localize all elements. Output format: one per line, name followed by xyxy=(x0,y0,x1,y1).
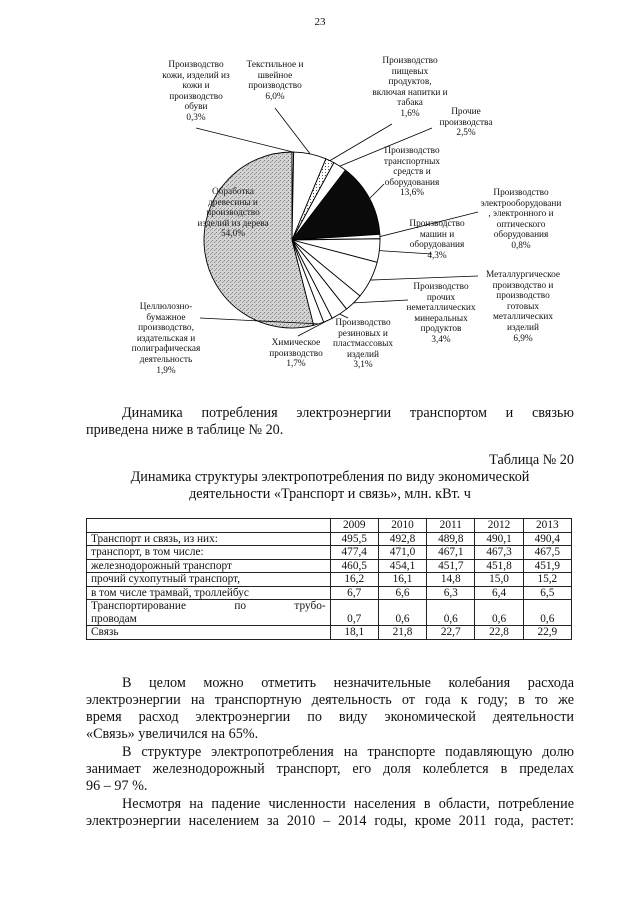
table-header-year: 2013 xyxy=(523,519,571,533)
paragraph-line: электроэнергии на транспортную деятельность от года к году; в то же xyxy=(86,692,574,708)
paragraph-line: «Связь» увеличился на 65%. xyxy=(86,726,259,742)
table-row xyxy=(87,559,572,573)
paragraph-line: 96 – 97 %. xyxy=(86,778,148,794)
row-name: железнодорожный транспорт xyxy=(87,559,331,573)
cell-value: 454,1 xyxy=(378,559,426,573)
table-row xyxy=(87,600,572,626)
cell-value: 6,3 xyxy=(427,586,475,600)
cell-value: 6,5 xyxy=(523,586,571,600)
cell-value: 21,8 xyxy=(378,626,426,640)
cell-value: 0,6 xyxy=(427,600,475,626)
table-row xyxy=(87,626,572,640)
leader-line-textile xyxy=(275,108,310,154)
paragraph-line: электроэнергии населением за 2010 – 2014 годы, кроме 2011 года, растет: xyxy=(86,813,574,829)
slice-label-textile: Текстильное и швейное производство 6,0% xyxy=(246,60,304,102)
cell-value: 467,1 xyxy=(427,546,475,560)
cell-value: 451,9 xyxy=(523,559,571,573)
table-header-year: 2011 xyxy=(427,519,475,533)
row-name: Связь xyxy=(87,626,331,640)
cell-value: 467,3 xyxy=(475,546,523,560)
cell-value: 6,4 xyxy=(475,586,523,600)
row-name: в том числе трамвай, троллейбус xyxy=(87,586,331,600)
cell-value: 15,2 xyxy=(523,573,571,587)
table-header-year: 2010 xyxy=(378,519,426,533)
cell-value: 451,8 xyxy=(475,559,523,573)
page-number: 23 xyxy=(314,16,326,28)
cell-value: 0,6 xyxy=(475,600,523,626)
cell-value: 22,9 xyxy=(523,626,571,640)
row-name: Транспорт и связь, из них: xyxy=(87,532,331,546)
cell-value: 477,4 xyxy=(330,546,378,560)
slice-label-food: Производство пищевых продуктов, включая напитки и табака 1,6% xyxy=(372,56,448,119)
paragraph-line: время расход электроэнергии по виду экономической деятельности xyxy=(86,709,574,725)
row-name: Транспортирование по трубо- проводам xyxy=(87,600,331,626)
leader-line-leather xyxy=(196,128,293,152)
cell-value: 22,8 xyxy=(475,626,523,640)
table-row xyxy=(87,546,572,560)
cell-value: 0,7 xyxy=(330,600,378,626)
paragraph-line: Динамика потребления электроэнергии транспортом и связью xyxy=(122,405,574,421)
paragraph-population xyxy=(86,796,574,830)
cell-value: 16,1 xyxy=(378,573,426,587)
table-row xyxy=(87,532,572,546)
slice-label-nonmetal-minerals: Производство прочих неметаллических минеральных продуктов 3,4% xyxy=(406,282,476,345)
table-header-year: 2009 xyxy=(330,519,378,533)
slice-label-transport-equipment: Производство транспортных средств и оборудования 13,6% xyxy=(383,146,441,199)
paragraph-line: В целом можно отметить незначительные колебания расхода xyxy=(122,675,574,691)
paragraph-fluctuations xyxy=(86,675,574,743)
slice-label-metallurgy: Металлургическое производство и производство готовых металлических изделий 6,9% xyxy=(485,270,561,344)
cell-value: 490,1 xyxy=(475,532,523,546)
paragraph-line: Несмотря на падение численности населения в области, потребление xyxy=(122,796,574,812)
slice-label-leather: Производство кожи, изделий из кожи и производство обуви 0,3% xyxy=(162,60,230,123)
paragraph-line: В структуре электропотребления на транспорте подавляющую долю xyxy=(122,744,574,760)
slice-label-chemical: Химическое производство 1,7% xyxy=(269,338,323,370)
cell-value: 471,0 xyxy=(378,546,426,560)
table-title: Динамика структуры электропотребления по виду экономической деятельности «Транспорт и связь», млн. кВт. ч xyxy=(130,469,530,502)
cell-value: 490,4 xyxy=(523,532,571,546)
row-name: транспорт, в том числе: xyxy=(87,546,331,560)
paragraph-intro xyxy=(86,405,574,439)
cell-value: 492,8 xyxy=(378,532,426,546)
cell-value: 460,5 xyxy=(330,559,378,573)
cell-value: 18,1 xyxy=(330,626,378,640)
table-header-year: 2012 xyxy=(475,519,523,533)
pie-chart-figure xyxy=(0,0,640,400)
cell-value: 451,7 xyxy=(427,559,475,573)
cell-value: 0,6 xyxy=(378,600,426,626)
slice-label-pulp-paper: Целлюлозно- бумажное производство, издательская и полиграфическая деятельность 1,9% xyxy=(131,302,201,376)
table-row xyxy=(87,586,572,600)
table-row xyxy=(87,573,572,587)
table-number: Таблица № 20 xyxy=(489,452,574,468)
cell-value: 22,7 xyxy=(427,626,475,640)
paragraph-line: занимает железнодорожный транспорт, его доля колеблется в пределах xyxy=(86,761,574,777)
cell-value: 489,8 xyxy=(427,532,475,546)
leader-line-metallurgy xyxy=(370,276,478,280)
consumption-table xyxy=(86,518,572,640)
paragraph-railway-share xyxy=(86,744,574,795)
cell-value: 467,5 xyxy=(523,546,571,560)
table-header-row xyxy=(87,519,572,533)
slice-label-rubber-plastics: Производство резиновых и пластмассовых изделий 3,1% xyxy=(332,318,394,371)
cell-value: 15,0 xyxy=(475,573,523,587)
cell-value: 6,6 xyxy=(378,586,426,600)
paragraph-line: приведена ниже в таблице № 20. xyxy=(86,422,284,438)
cell-value: 16,2 xyxy=(330,573,378,587)
cell-value: 14,8 xyxy=(427,573,475,587)
cell-value: 495,5 xyxy=(330,532,378,546)
slice-label-electrical: Производство электрооборудовани , электронного и оптического оборудования 0,8% xyxy=(480,188,562,251)
slice-label-wood: Обработка древесины и производство изделий из дерева 54,0% xyxy=(197,187,269,240)
table-header-empty xyxy=(87,519,331,533)
row-name: прочий сухопутный транспорт, xyxy=(87,573,331,587)
cell-value: 6,7 xyxy=(330,586,378,600)
slice-label-other: Прочие производства 2,5% xyxy=(439,107,493,139)
slice-label-machinery: Производство машин и оборудования 4,3% xyxy=(409,219,465,261)
cell-value: 0,6 xyxy=(523,600,571,626)
